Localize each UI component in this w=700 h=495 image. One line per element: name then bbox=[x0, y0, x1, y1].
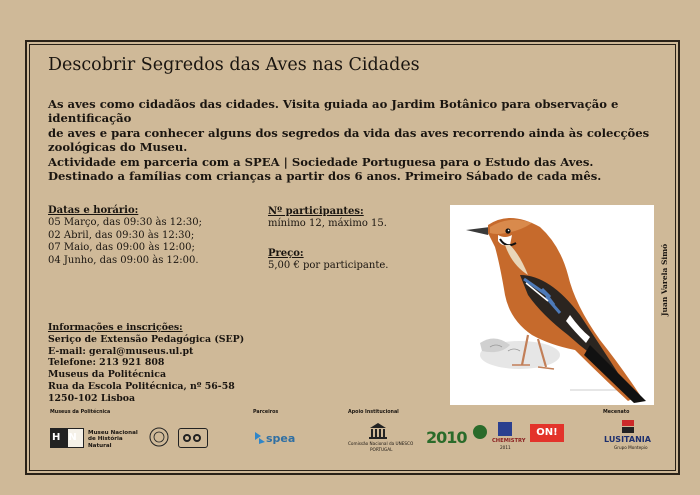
poster-title: Descobrir Segredos das Aves nas Cidades bbox=[48, 55, 420, 75]
date-item: 02 Abril, das 09:30 às 12:30; bbox=[48, 229, 195, 241]
university-logo bbox=[178, 428, 208, 448]
mnhn-logo bbox=[50, 428, 84, 448]
chemistry-mark-icon bbox=[498, 422, 512, 436]
seal-icon bbox=[148, 426, 170, 448]
contact-line: Rua da Escola Politécnica, nº 56-58 bbox=[48, 380, 235, 392]
intro-line: Actividade em parceria com a SPEA | Sociedade Portuguesa para o Estudo das Aves. bbox=[48, 154, 594, 169]
hn-mark: HN bbox=[52, 432, 85, 443]
chemistry-year: 2011 bbox=[500, 445, 511, 450]
dates-heading: Datas e horário: bbox=[48, 205, 139, 216]
mecenato-label: Mecenato bbox=[603, 410, 630, 415]
contact-line: 1250-102 Lisboa bbox=[48, 392, 136, 404]
price-section bbox=[268, 248, 388, 273]
lusitania-sub: Grupo Montepio bbox=[614, 445, 648, 450]
contacts-heading: Informações e inscrições: bbox=[48, 322, 183, 333]
contact-phone: Telefone: 213 921 808 bbox=[48, 357, 165, 369]
bird-illustration bbox=[450, 205, 654, 405]
intro-line: zoológicas do Museu. bbox=[48, 140, 188, 155]
unesco-temple-icon bbox=[368, 422, 388, 440]
date-item: 05 Março, das 09:30 às 12:30; bbox=[48, 217, 202, 229]
illustration-credit: Juan Varela Simó bbox=[660, 243, 669, 316]
price-text: 5,00 € por participante. bbox=[268, 260, 389, 272]
contact-line: Museus da Politécnica bbox=[48, 369, 167, 381]
unesco-name: Comissão Nacional da UNESCO bbox=[348, 441, 414, 446]
contact-email[interactable]: E-mail: geral@museus.ul.pt bbox=[48, 345, 194, 357]
parceiros-label: Parceiros bbox=[253, 410, 279, 415]
participants-heading: Nº participantes: bbox=[268, 206, 364, 217]
participants-section bbox=[268, 206, 387, 231]
museus-label: Museus da Politécnica bbox=[50, 410, 111, 415]
dates-section bbox=[48, 205, 202, 267]
on-logo: ON! bbox=[530, 424, 564, 442]
participants-text: mínimo 12, máximo 15. bbox=[268, 218, 387, 230]
price-heading: Preço: bbox=[268, 248, 304, 259]
intro-line: As aves como cidadãos das cidades. Visita guiada ao Jardim Botânico para observação e identificação bbox=[48, 97, 619, 126]
apoio-label: Apoio Institucional bbox=[348, 410, 399, 415]
jay-bird-image bbox=[450, 205, 654, 405]
contact-line: Seriço de Extensão Pedagógica (SEP) bbox=[48, 333, 245, 345]
mnhn-text: Museu Nacional de História Natural bbox=[88, 430, 138, 449]
lusitania-mark-icon bbox=[622, 420, 634, 434]
chemistry-text: CHEMISTRY bbox=[492, 438, 526, 444]
intro-text bbox=[48, 97, 676, 183]
green-seal-icon bbox=[472, 424, 488, 440]
spea-bird-icon bbox=[253, 428, 267, 446]
year-2010-logo: 2010 bbox=[426, 428, 467, 447]
intro-line: de aves e para conhecer alguns dos segredos da vida das aves recorrendo ainda às colecções bbox=[48, 125, 650, 140]
date-item: 04 Junho, das 09:00 às 12:00. bbox=[48, 254, 199, 266]
lusitania-logo-text: LUSITANIA bbox=[604, 435, 651, 444]
footer-logos bbox=[48, 410, 668, 465]
date-item: 07 Maio, das 09:00 às 12:00; bbox=[48, 242, 195, 254]
spea-logo-text: spea bbox=[266, 432, 296, 445]
intro-line: Destinado a famílias com crianças a partir dos 6 anos. Primeiro Sábado de cada mês. bbox=[48, 169, 602, 184]
unesco-country: PORTUGAL bbox=[370, 447, 393, 452]
contacts-section bbox=[48, 322, 244, 405]
